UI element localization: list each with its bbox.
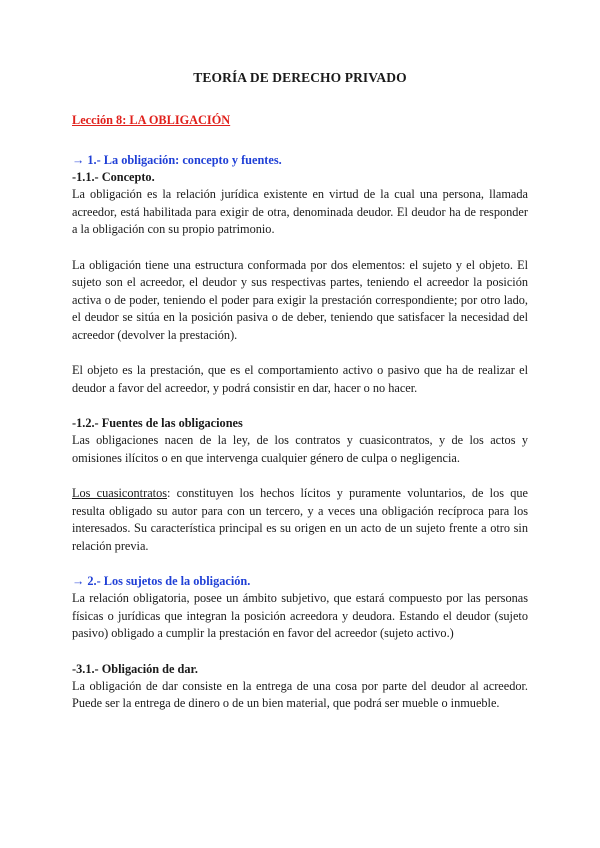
quasi-contracts-paragraph	[72, 485, 528, 555]
concept-paragraph-3: El objeto es la prestación, que es el comportamiento activo o pasivo que ha de realizar el deudor a favor del acreedor, y podrá consistir en dar, hacer o no hacer.	[72, 363, 528, 395]
subsection-3-1-heading: -3.1.- Obligación de dar.	[72, 661, 198, 676]
subsection-1-1-heading: -1.1.- Concepto.	[72, 170, 155, 184]
concept-paragraph-1: La obligación es la relación jurídica existente en virtud de la cual una persona, llamada acreedor, está habilitada para exigir de otra, denominada deudor. El deudor ha de responder a la obligación con su propio patrimonio.	[72, 187, 528, 236]
lesson-title: Lección 8: LA OBLIGACIÓN	[72, 113, 231, 127]
section-1-heading: → 1.- La obligación: concepto y fuentes.	[72, 153, 282, 167]
quasi-contracts-definition: : constituyen los hechos lícitos y puramente voluntarios, de los que resulta obligado su autor para con un tercero, y a veces una obligación recíproca para los interesados. Su característica principal es su origen en un acto de un sujeto frente a otro sin relación previa.	[72, 486, 528, 553]
sources-paragraph-1: Las obligaciones nacen de la ley, de los contratos y cuasicontratos, y de los actos y omisiones ilícitos o en que intervenga cualquier género de culpa o negligencia.	[72, 433, 528, 465]
concept-paragraph-2: La obligación tiene una estructura conformada por dos elementos: el sujeto y el objeto. El sujeto son el acreedor, el deudor y sus respectivas partes, teniendo el acreedor la posición activa o de poder, teniendo el poder para exigir la prestación correspondiente; por otro lado, el deudor se sitúa en la posición pasiva o de deber, teniendo que satisfacer la necesidad del acreedor (devolver la prestación).	[72, 257, 528, 342]
document-title: TEORÍA DE DERECHO PRIVADO	[193, 70, 407, 85]
obligation-to-give-paragraph: La obligación de dar consiste en la entrega de una cosa por parte del deudor al acreedor. Puede ser la entrega de dinero o de un bien material, que podrá ser mueble o inmueble.	[72, 678, 528, 710]
section-2-heading: → 2.- Los sujetos de la obligación.	[72, 574, 251, 588]
subsection-1-2-heading: -1.2.- Fuentes de las obligaciones	[72, 416, 243, 430]
subjects-paragraph: La relación obligatoria, posee un ámbito subjetivo, que estará compuesto por las personas físicas o jurídicas que integran la posición acreedora y deudora. Estando el deudor (sujeto pasivo) obligado a cumplir la prestación en favor del acreedor (sujeto activo.)	[72, 591, 528, 640]
quasi-contracts-term: Los cuasicontratos	[72, 486, 168, 500]
